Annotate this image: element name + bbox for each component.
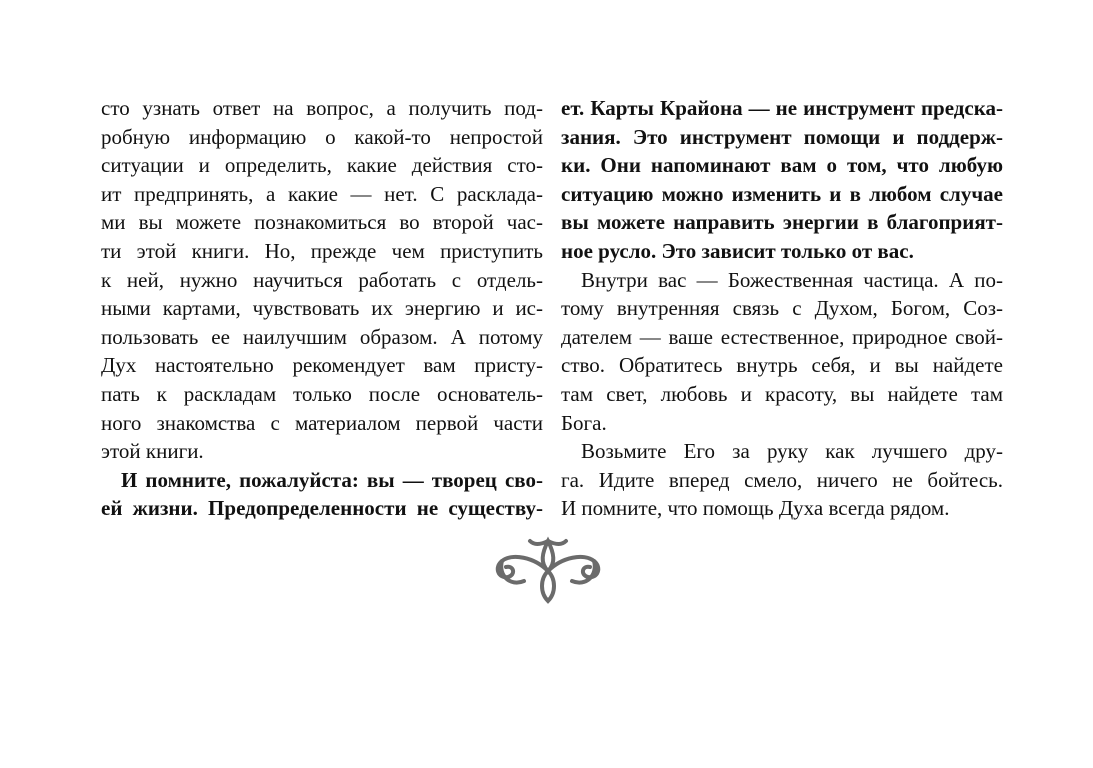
text-line: ное русло. Это зависит только от вас. bbox=[561, 238, 914, 263]
text-line: ство. Обратитесь внутрь себя, и вы найдете bbox=[561, 353, 1003, 378]
text-line: ми вы можете познакомиться во второй час- bbox=[101, 210, 543, 235]
paragraph-3 bbox=[561, 266, 1003, 438]
text-line: Внутри вас — Божественная частица. А по- bbox=[581, 267, 1003, 292]
text-line: тому внутренняя связь с Духом, Богом, Соз- bbox=[561, 296, 1003, 321]
text-line: ного знакомства с материалом первой части bbox=[101, 410, 543, 435]
text-line: ными картами, чувствовать их энергию и ис- bbox=[101, 296, 543, 321]
text-line: ит предпринять, а какие — нет. С расклада- bbox=[101, 181, 543, 206]
left-column bbox=[101, 94, 543, 523]
text-line: га. Идите вперед смело, ничего не бойтесь. bbox=[561, 467, 1003, 492]
paragraph-2-bold bbox=[101, 466, 543, 523]
text-line: И помните, что помощь Духа всегда рядом. bbox=[561, 496, 950, 521]
text-line: сто узнать ответ на вопрос, а получить под- bbox=[101, 96, 543, 120]
text-line: Дух настоятельно рекомендует вам присту- bbox=[101, 353, 543, 378]
text-line: ет. Карты Крайона — не инструмент предска- bbox=[561, 96, 1003, 120]
paragraph-4 bbox=[561, 437, 1003, 523]
decorative-flourish-icon bbox=[490, 535, 606, 605]
text-line: там свет, любовь и красоту, вы найдете там bbox=[561, 381, 1003, 406]
text-line: зания. Это инструмент помощи и поддерж- bbox=[561, 124, 1003, 149]
paragraph-1 bbox=[101, 94, 543, 466]
text-line: дателем — ваше естественное, природное свой- bbox=[561, 324, 1003, 349]
text-line: пользовать ее наилучшим образом. А потому bbox=[101, 324, 543, 349]
text-line: Бога. bbox=[561, 410, 607, 435]
text-line: ти этой книги. Но, прежде чем приступить bbox=[101, 238, 543, 263]
paragraph-continued-bold bbox=[561, 94, 1003, 266]
text-line: ситуацию можно изменить и в любом случае bbox=[561, 181, 1003, 206]
text-line: к ней, нужно научиться работать с отдель- bbox=[101, 267, 543, 292]
text-line: ки. Они напоминают вам о том, что любую bbox=[561, 153, 1003, 178]
text-line: ей жизни. Предопределенности не существу- bbox=[101, 496, 543, 521]
text-line: пать к раскладам только после основатель- bbox=[101, 381, 543, 406]
text-line: этой книги. bbox=[101, 439, 204, 464]
text-line: вы можете направить энергии в благоприят- bbox=[561, 210, 1003, 235]
text-line: Возьмите Его за руку как лучшего дру- bbox=[581, 439, 1003, 464]
right-column bbox=[561, 94, 1003, 523]
text-line: И помните, пожалуйста: вы — творец сво- bbox=[121, 467, 543, 492]
text-line: робную информацию о какой-то непростой bbox=[101, 124, 543, 149]
text-line: ситуации и определить, какие действия сто- bbox=[101, 153, 543, 178]
